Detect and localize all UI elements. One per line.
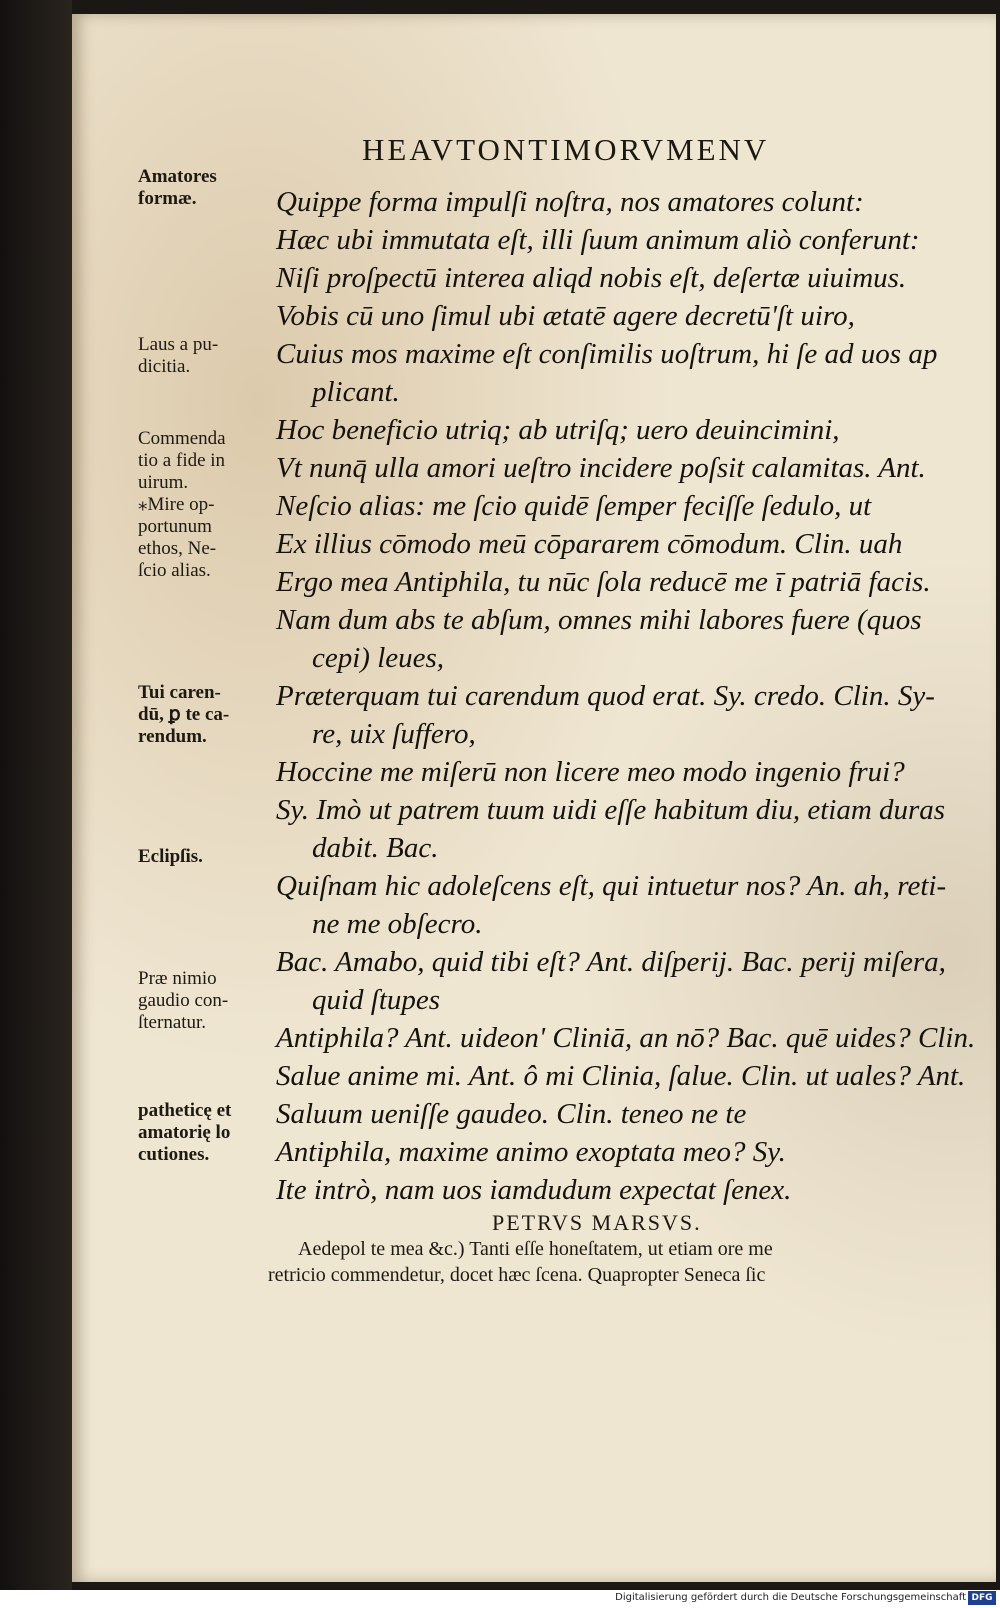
margin-note: Tui caren- dū, ꝑ te ca- rendum.: [138, 682, 230, 747]
book-page: [72, 14, 996, 1582]
verse-line: Hoc beneficio utriq; ab utriſq; uero deuincimini,: [276, 414, 840, 446]
verse-line: Neſcio alias: me ſcio quidē ſemper feciſſe ſedulo, ut: [276, 490, 872, 522]
commentary-line: Aedepol te mea &c.) Tanti eſſe honeſtatem, ut etiam ore me: [298, 1238, 773, 1260]
commentary-line: retricio commendetur, docet hæc ſcena. Quapropter Seneca ſic: [268, 1264, 766, 1286]
verse-line: Salue anime mi. Ant. ô mi Clinia, ſalue. Clin. ut uales? Ant.: [276, 1060, 966, 1092]
verse-line: Præterquam tui carendum quod erat. Sy. credo. Clin. Sy-: [276, 680, 935, 712]
verse-line: Antiphila? Ant. uideon' Cliniā, an nō? Bac. quē uides? Clin.: [276, 1022, 976, 1054]
verse-line: Antiphila, maxime animo exoptata meo? Sy.: [276, 1136, 786, 1168]
running-head: HEAVTONTIMORVMENV: [362, 132, 770, 167]
verse-line: cepi) leues,: [312, 642, 445, 674]
verse-line: Sy. Imò ut patrem tuum uidi eſſe habitum diu, etiam duras: [276, 794, 946, 826]
verse-line: Saluum ueniſſe gaudeo. Clin. teneo ne te: [276, 1098, 747, 1130]
margin-note: Laus a pu- dicitia.: [138, 334, 219, 377]
margin-note: Amatores formæ.: [138, 166, 217, 209]
verse-line: Niſi proſpectū interea aliqd nobis eſt, deſertæ uiuimus.: [276, 262, 907, 294]
verse-line: Quippe forma impulſi noſtra, nos amatores colunt:: [276, 186, 864, 218]
verse-line: Ex illius cōmodo meū cōpararem cōmodum. Clin. uah: [276, 528, 903, 560]
verse-line: Vt nunq̄ ulla amori ueſtro incidere poſsit calamitas. Ant.: [276, 452, 926, 484]
verse-line: plicant.: [312, 376, 400, 408]
verse-line: Ite intrò, nam uos iamdudum expectat ſenex.: [276, 1174, 792, 1206]
verse-line: ne me obſecro.: [312, 908, 483, 940]
margin-note: Præ nimio gaudio con- ſternatur.: [138, 968, 229, 1033]
verse-line: dabit. Bac.: [312, 832, 439, 864]
verse-line: Nam dum abs te abſum, omnes mihi labores fuere (quos: [276, 604, 922, 636]
commentator-heading: PETRVS MARSVS.: [492, 1210, 702, 1235]
verse-line: re, uix ſuffero,: [312, 718, 476, 750]
book-gutter: [0, 0, 72, 1590]
verse-line: Cuius mos maxime eſt conſimilis uoſtrum, hi ſe ad uos ap: [276, 338, 938, 370]
margin-note: Commenda tio a fide in uirum. ⁎Mire op- portunum ethos, Ne- ſcio alias.: [138, 428, 226, 581]
verse-line: quid ſtupes: [312, 984, 441, 1016]
verse-line: Vobis cū uno ſimul ubi ætatē agere decretū'ſt uiro,: [276, 300, 855, 332]
margin-note: patheticę et amatorię lo cutiones.: [138, 1100, 232, 1165]
verse-line: Hoccine me miſerū non licere meo modo ingenio frui?: [276, 756, 905, 788]
verse-line: Hæc ubi immutata eſt, illi ſuum animum aliò conferunt:: [276, 224, 920, 256]
verse-line: Quiſnam hic adoleſcens eſt, qui intuetur nos? An. ah, reti-: [276, 870, 947, 902]
dfg-logo: DFG: [968, 1591, 996, 1605]
margin-note: Eclipſis.: [138, 846, 203, 867]
verse-line: Bac. Amabo, quid tibi eſt? Ant. diſperij. Bac. perij miſera,: [276, 946, 946, 978]
funding-credit: Digitalisierung gefördert durch die Deutsche Forschungsgemeinschaft: [615, 1592, 966, 1603]
verse-line: Ergo mea Antiphila, tu nūc ſola reducē me ī patriā facis.: [276, 566, 931, 598]
